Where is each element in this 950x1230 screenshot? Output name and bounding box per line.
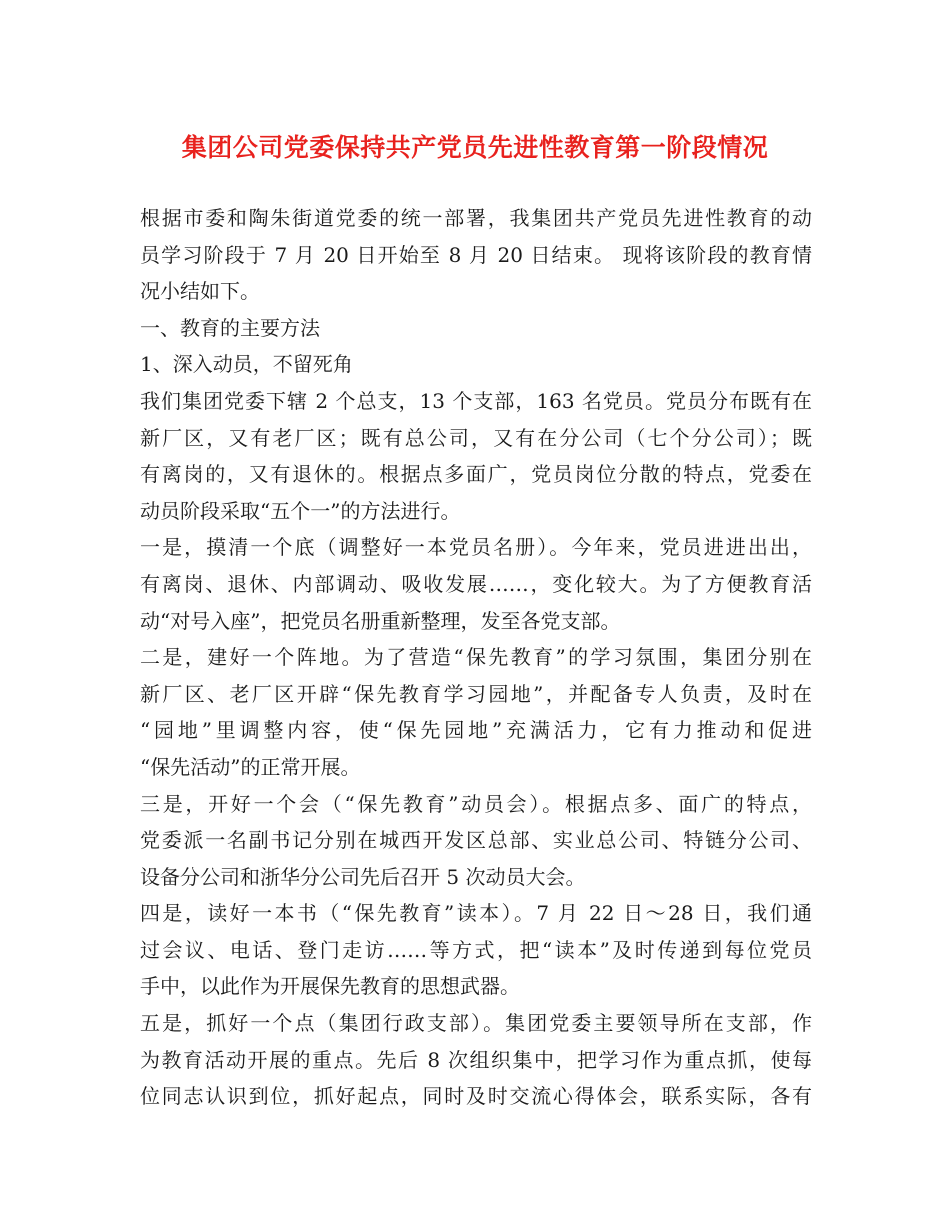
- text-line: 党委派一名副书记分别在城西开发区总部、实业总公司、特链分公司、: [140, 828, 812, 853]
- document-title: 集团公司党委保持共产党员先进性教育第一阶段情况: [181, 133, 769, 162]
- text-line: 新厂区、老厂区开辟“保先教育学习园地”，并配备专人负责，及时在: [140, 681, 812, 706]
- text-line: 动“对号入座”，把党员名册重新整理，发至各党支部。: [140, 608, 621, 633]
- text-line: 过会议、电话、登门走访……等方式，把“读本”及时传递到每位党员: [140, 937, 812, 962]
- text-line: 员学习阶段于 7 月 20 日开始至 8 月 20 日结束。 现将该阶段的教育情: [140, 242, 812, 267]
- text-line: 一、教育的主要方法: [140, 315, 320, 340]
- text-line: 1、深入动员，不留死角: [140, 352, 353, 377]
- text-line: 五是，抓好一个点（集团行政支部）。集团党委主要领导所在支部，作: [140, 1011, 812, 1036]
- text-line: 一是，摸清一个底（调整好一本党员名册）。今年来，党员进进出出，: [140, 535, 812, 560]
- text-line: 有离岗、退休、内部调动、吸收发展……，变化较大。为了方便教育活: [140, 571, 812, 596]
- text-line: 况小结如下。: [140, 279, 260, 304]
- text-line: 我们集团党委下辖 2 个总支，13 个支部，163 名党员。党员分布既有在: [140, 388, 812, 413]
- text-line: 四是，读好一本书（“保先教育”读本）。7 月 22 日～28 日，我们通: [140, 901, 812, 926]
- text-line: 手中，以此作为开展保先教育的思想武器。: [140, 974, 520, 999]
- text-line: 有离岗的，又有退休的。根据点多面广，党员岗位分散的特点，党委在: [140, 462, 812, 487]
- text-line: “园地”里调整内容，使“保先园地”充满活力，它有力推动和促进: [140, 718, 812, 743]
- text-line: 三是，开好一个会（“保先教育”动员会）。根据点多、面广的特点，: [140, 791, 812, 816]
- document-body: [140, 200, 812, 1115]
- text-line: 位同志认识到位，抓好起点，同时及时交流心得体会，联系实际，各有: [140, 1084, 812, 1109]
- text-line: 二是，建好一个阵地。为了营造“保先教育”的学习氛围，集团分别在: [140, 645, 812, 670]
- text-line: 根据市委和陶朱街道党委的统一部署，我集团共产党员先进性教育的动: [140, 206, 812, 230]
- text-line: 动员阶段采取“五个一”的方法进行。: [140, 498, 461, 523]
- text-line: 为教育活动开展的重点。先后 8 次组织集中，把学习作为重点抓，使每: [140, 1047, 812, 1072]
- text-line: 新厂区，又有老厂区；既有总公司，又有在分公司（七个分公司）；既: [140, 425, 812, 450]
- text-line: 设备分公司和浙华分公司先后召开 5 次动员大会。: [140, 864, 586, 889]
- text-line: “保先活动”的正常开展。: [140, 754, 361, 779]
